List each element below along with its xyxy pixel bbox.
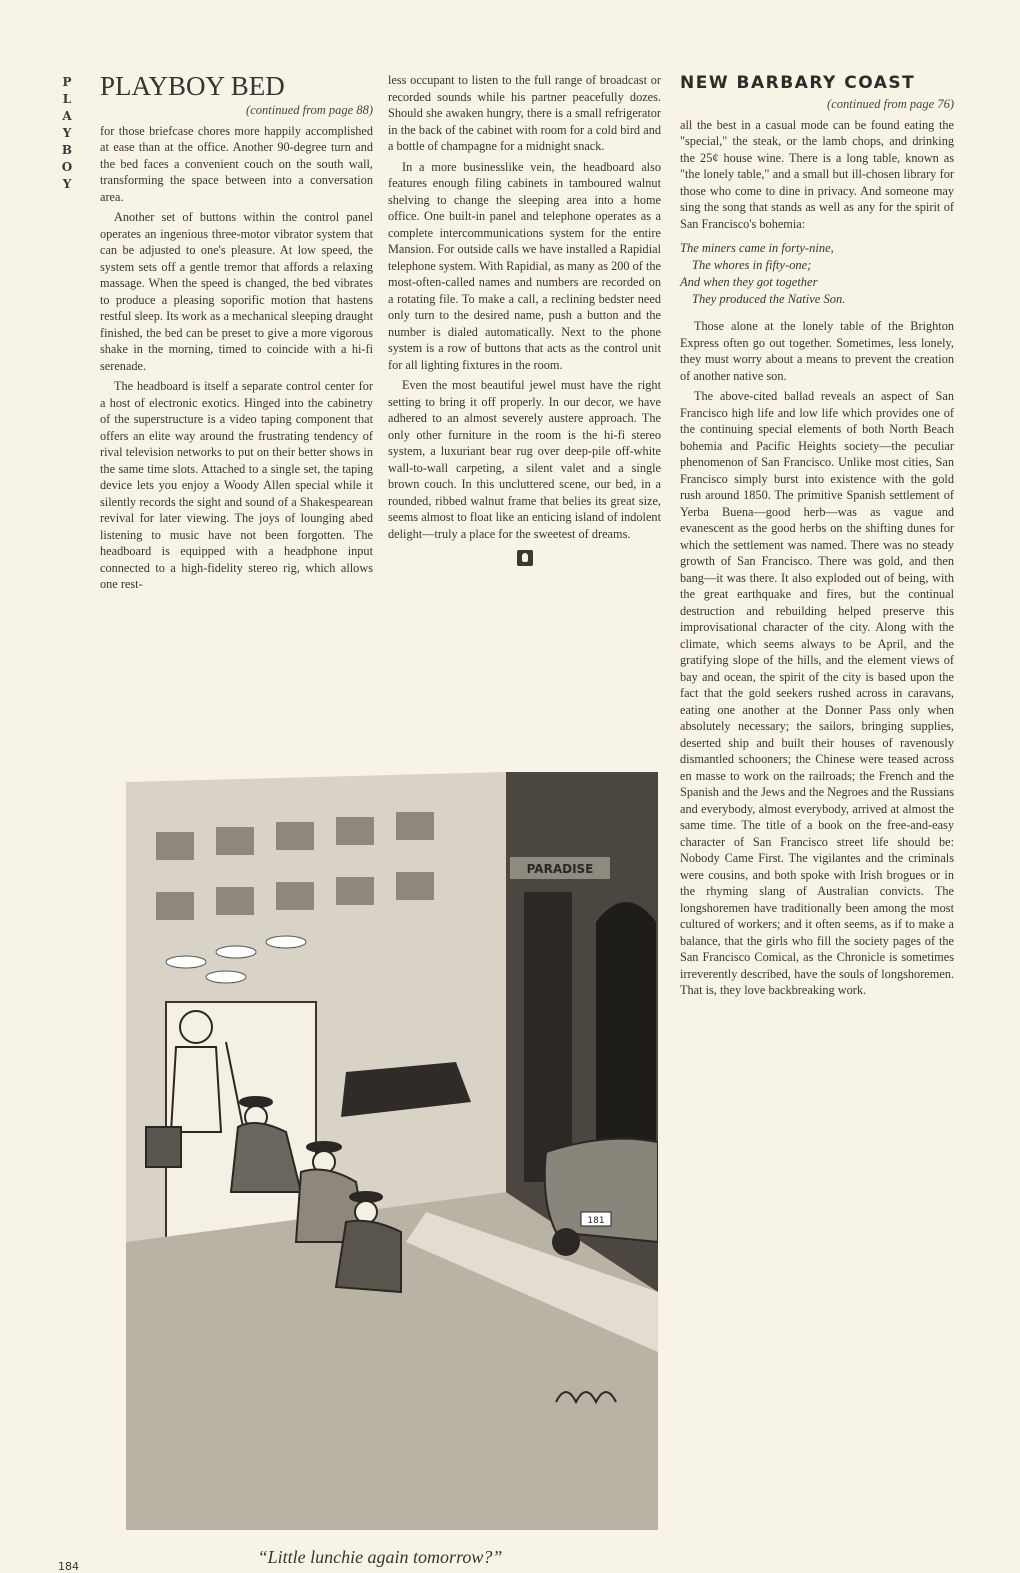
page-number: 184 bbox=[58, 1560, 79, 1573]
cartoon-illustration bbox=[126, 772, 658, 1530]
article-column-1 bbox=[100, 72, 373, 597]
continued-note-2: (continued from page 76) bbox=[827, 97, 954, 111]
body-paragraph: all the best in a casual mode can be found eating the "special," the steak, or the lamb chops, and drinking the 25¢ house wine. There is a long table, known as "the lonely table," and a small but ill-chosen library for those who come to dine in privacy. And someone may sing the song that stands as well as any for the spirit of San Francisco's bohemia: bbox=[680, 117, 954, 231]
body-paragraph: Those alone at the lonely table of the Brighton Express often go out together. Sometimes, less lonely, they must worry about a means to prevent the creation of another native son. bbox=[680, 319, 954, 383]
body-paragraph: The above-cited ballad reveals an aspect of San Francisco high life and low life which provides one of the continuing special elements of both North Beach bohemia and Pacific Heights society—the peculiar phenomenon of San Francisco. Unlike most cities, San Francisco simply burst into existence with the gold rush around 1850. The primitive Spanish settlement of Yerba Buena—good herb—was as vague and evanescent as the good herbs on the shifting dunes for which the settlement was named. There was no steady growth of San Francisco. There was gold, and then bang—it was there. It also exploded out of being, with the great earthquake and fires, but the continual destruction and rebuilding helped preserve this improvisational character of the city. Along with the climate, which seems always to be April, and the gratifying slope of the hills, and the element views of bay and ocean, the spirit of the city is based upon the fact that the gold seekers rushed across in caravans, eating one another at the Donner Pass only when absolutely necessary; the sailors, bringing supplies, deserted ship and built their houses of ravenously dismantled schooners; the Chinese were teased across en masse to work on the railroads; the French and the Spanish and the Jews and the Negroes and the Russians and everybody, almost everybody, arrived at almost the same time. The title of a book on the free-and-easy character of San Francisco street life should be: Nobody Came First. The vigilantes and the criminals were cousins, and both spoke with Irish brogues or in the rhyming slang of Australian convicts. The longshoremen have traditionally been among the most cultured of workers; and it often seems, as if to make a balance, that the girls who fill the society pages of the San Francisco Comical, as the Chronicle is sometimes irreverently described, have the souls of longshoremen. That is, they love backbreaking work. bbox=[680, 389, 954, 997]
verse-block bbox=[680, 240, 954, 308]
rabbit-head-end-mark-icon bbox=[517, 550, 533, 566]
verse-line: And when they got together bbox=[680, 275, 818, 289]
license-plate-text: 181 bbox=[587, 1216, 605, 1226]
article-column-2 bbox=[388, 72, 661, 566]
verse-line: The miners came in forty-nine, bbox=[680, 241, 834, 255]
body-paragraph: less occupant to listen to the full range of broadcast or recorded sounds while his partner peacefully dozes. Should she awaken hungry, there is a small refrigerator in the back of the cabinet with room for a cold bird and a bottle of champagne for a midnight snack. bbox=[388, 73, 661, 153]
body-paragraph: Another set of buttons within the control panel operates an ingenious three-motor vibrator system that can be adjusted to one's pleasure. At low speed, the system sets off a gentle tremor that affords a relaxing massage. When the speed is changed, the bed vibrates to produce a pleasing soporific motion that hastens restful sleep. Its work as a mechanical sleeping draught finished, the bed can be preset to give a more vigorous shake in the morning, timed to coincide with a hi-fi serenade. bbox=[100, 210, 373, 373]
article-title-new-barbary-coast: NEW BARBARY COAST bbox=[680, 73, 916, 93]
cartoon-caption: “Little lunchie again tomorrow?” bbox=[257, 1547, 503, 1567]
body-paragraph: for those briefcase chores more happily accomplished at ease than at the office. Another 90-degree turn and the bed faces a convenient couch on the south wall, transforming the space between into a conversation area. bbox=[100, 123, 373, 204]
continued-note-1: (continued from page 88) bbox=[246, 103, 373, 117]
article-title-playboy-bed: PLAYBOY BED bbox=[100, 71, 285, 101]
building-sign-text: PARADISE bbox=[526, 862, 594, 876]
body-paragraph: In a more businesslike vein, the headboard also features enough filing cabinets in tamboured walnut shelving to change the sleeping area into a home office. One built-in panel and telephone operates as a complete intercommunications system for the entire Mansion. For outside calls we have installed a Rapidial telephone system. With Rapidial, as many as 200 of the most-often-called names and numbers are recorded on a rotating file. To make a call, a reclining bedster need only turn to the desired name, push a button and the number is dialed automatically. Next to the phone system is a row of buttons that acts as the control unit for all lighting fixtures in the room. bbox=[388, 159, 661, 372]
verse-line: The whores in fifty-one; bbox=[692, 258, 812, 272]
verse-line: They produced the Native Son. bbox=[692, 292, 846, 306]
magazine-vertical-tag: PLAYBOY bbox=[61, 75, 73, 191]
cartoon-drawing bbox=[126, 772, 658, 1530]
article-column-3 bbox=[680, 72, 954, 1003]
body-paragraph: Even the most beautiful jewel must have the right setting to bring it off properly. In our decor, we have adhered to an almost severely austere approach. The only other furniture in the room is the hi-fi stereo system, a luxuriant bear rug over deep-pile off-white wall-to-wall carpeting, a silent valet and a single brown couch. In this uncluttered scene, our bed, in a rounded, ribbed walnut frame that belies its great size, seems almost to float like an enticing island of indolent delight—truly a place for the sweetest of dreams. bbox=[388, 378, 661, 541]
body-paragraph: The headboard is itself a separate control center for a host of electronic exotics. Hinged into the cabinetry of the superstructure is a video taping component that offers an elite way around the frustrating tendency of rival television networks to put on their better shows in the same time slots. Attached to a single set, the taping device lets you enjoy a Woody Allen special while it silently records the sight and sound of a Shakespearean revival for later viewing. The joys of lounging abed listening to music have not been forgotten. The headboard is equipped with a headphone input connected to a high-fidelity stereo rig, which allows one rest- bbox=[100, 379, 373, 591]
